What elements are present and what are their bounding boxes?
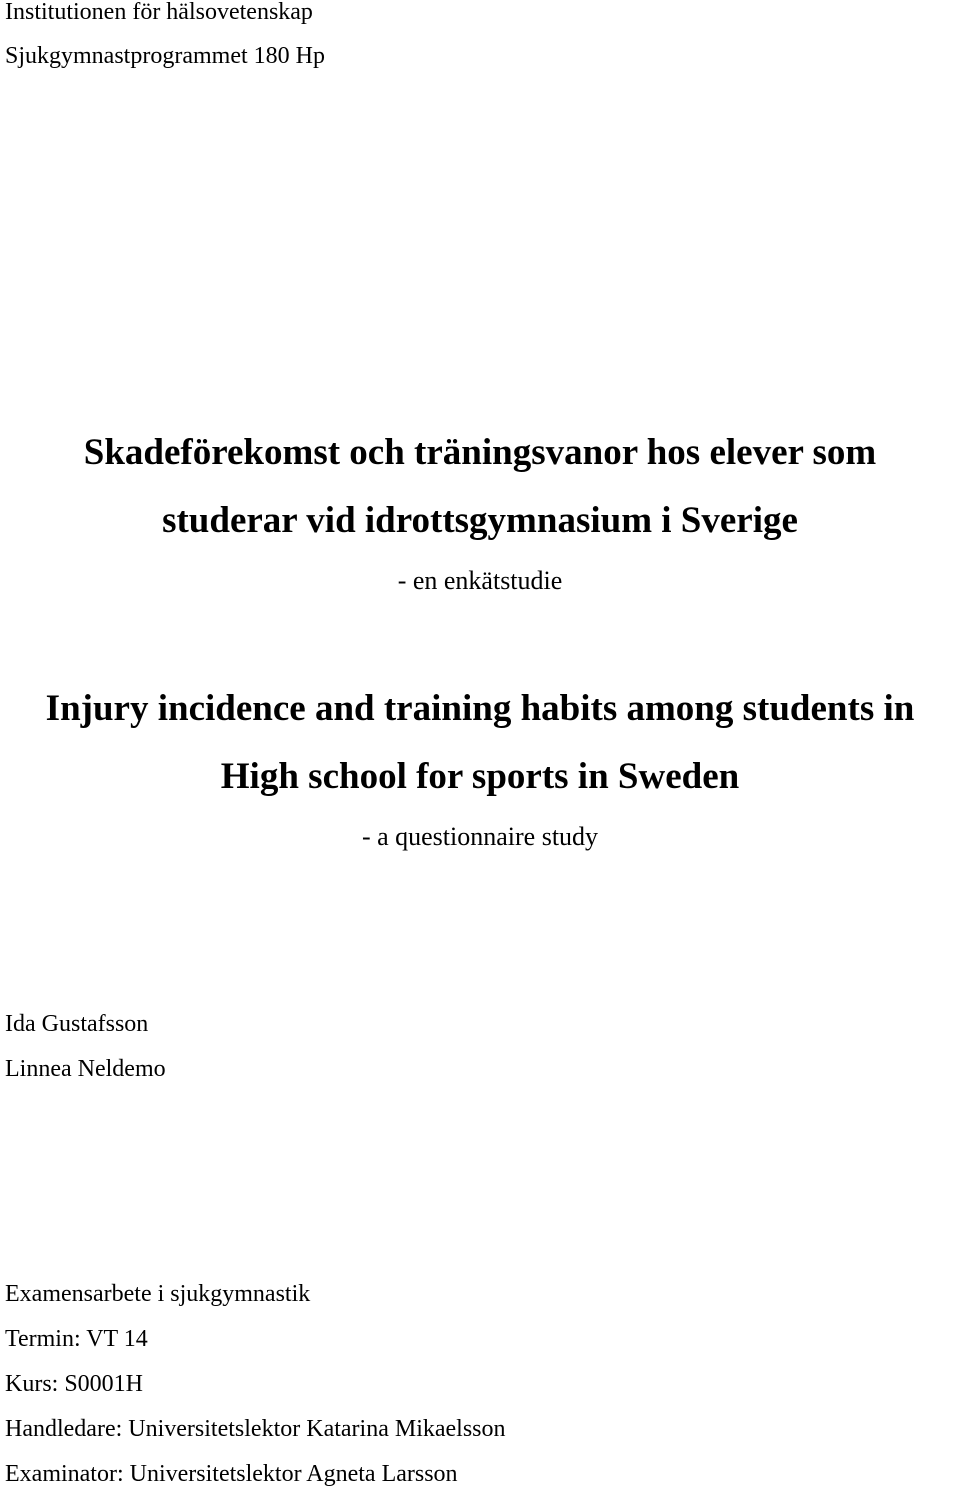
term: Termin: VT 14: [5, 1326, 148, 1352]
author-name: Linnea Neldemo: [5, 1056, 166, 1082]
english-title-line-1: Injury incidence and training habits among students in: [45, 688, 915, 729]
swedish-title-line-1: Skadeförekomst och träningsvanor hos elever som: [83, 432, 877, 473]
program-name: Sjukgymnastprogrammet 180 Hp: [5, 43, 325, 69]
english-title-line-2: High school for sports in Sweden: [220, 756, 740, 797]
english-subtitle: - a questionnaire study: [361, 822, 599, 851]
institution-name: Institutionen för hälsovetenskap: [5, 0, 313, 25]
swedish-subtitle: - en enkätstudie: [397, 566, 563, 595]
examiner: Examinator: Universitetslektor Agneta Larsson: [5, 1461, 458, 1487]
supervisor: Handledare: Universitetslektor Katarina Mikaelsson: [5, 1416, 506, 1442]
thesis-type: Examensarbete i sjukgymnastik: [5, 1281, 311, 1307]
course-code: Kurs: S0001H: [5, 1371, 144, 1397]
author-name: Ida Gustafsson: [5, 1011, 149, 1037]
swedish-title-line-2: studerar vid idrottsgymnasium i Sverige: [162, 500, 798, 541]
